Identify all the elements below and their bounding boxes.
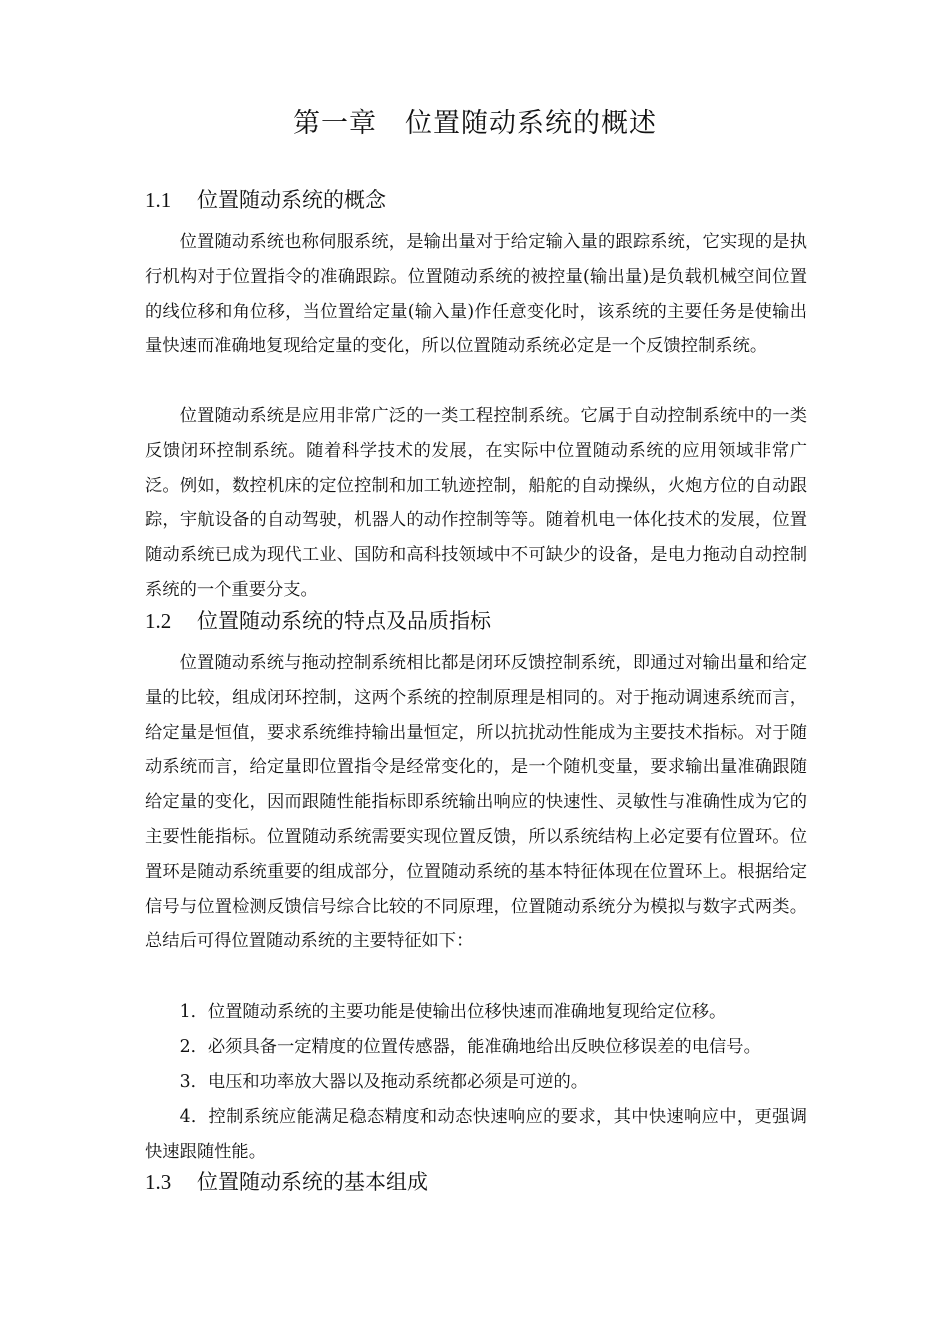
section-title: 位置随动系统的特点及品质指标 xyxy=(197,609,491,633)
paragraph: 位置随动系统也称伺服系统，是输出量对于给定输入量的跟踪系统，它实现的是执行机构对于位置指令的准确跟踪。位置随动系统的被控量(输出量)是负载机械空间位置的线位移和角位移，当位置给定量(输入量)作任意变化时，该系统的主要任务是使输出量快速而准确地复现给定量的变化，所以位置随动系统必定是一个反馈控制系统。 xyxy=(145,232,807,357)
section-heading-1-1 xyxy=(145,185,386,215)
section-number: 1.3 xyxy=(145,1170,172,1194)
list-item: 3．电压和功率放大器以及拖动系统都必须是可逆的。 xyxy=(179,1072,589,1092)
list-item: 1．位置随动系统的主要功能是使输出位移快速而准确地复现给定位移。 xyxy=(179,1002,727,1022)
section-number: 1.2 xyxy=(145,609,172,633)
list-item: 4．控制系统应能满足稳态精度和动态快速响应的要求，其中快速响应中，更强调快速跟随性能。 xyxy=(145,1107,807,1162)
section-heading-1-3 xyxy=(145,1167,428,1197)
paragraph: 位置随动系统与拖动控制系统相比都是闭环反馈控制系统，即通过对输出量和给定量的比较，组成闭环控制，这两个系统的控制原理是相同的。对于拖动调速系统而言，给定量是恒值，要求系统维持输出量恒定，所以抗扰动性能成为主要技术指标。对于随动系统而言，给定量即位置指令是经常变化的，是一个随机变量，要求输出量准确跟随给定量的变化，因而跟随性能指标即系统输出响应的快速性、灵敏性与准确性成为它的主要性能指标。位置随动系统需要实现位置反馈，所以系统结构上必定要有位置环。位置环是随动系统重要的组成部分，位置随动系统的基本特征体现在位置环上。根据给定信号与位置检测反馈信号综合比较的不同原理，位置随动系统分为模拟与数字式两类。总结后可得位置随动系统的主要特征如下： xyxy=(145,653,807,952)
paragraph: 位置随动系统是应用非常广泛的一类工程控制系统。它属于自动控制系统中的一类反馈闭环控制系统。随着科学技术的发展，在实际中位置随动系统的应用领域非常广泛。例如，数控机床的定位控制和加工轨迹控制，船舵的自动操纵，火炮方位的自动跟踪，宇航设备的自动驾驶，机器人的动作控制等等。随着机电一体化技术的发展，位置随动系统已成为现代工业、国防和高科技领域中不可缺少的设备，是电力拖动自动控制系统的一个重要分支。 xyxy=(145,406,807,600)
section-heading-1-2 xyxy=(145,606,491,636)
section-title: 位置随动系统的基本组成 xyxy=(197,1170,428,1194)
list-item: 2．必须具备一定精度的位置传感器，能准确地给出反映位移误差的电信号。 xyxy=(179,1037,761,1057)
chapter-title: 第一章 位置随动系统的概述 xyxy=(293,108,657,139)
section-title: 位置随动系统的概念 xyxy=(197,188,386,212)
section-number: 1.1 xyxy=(145,188,172,212)
